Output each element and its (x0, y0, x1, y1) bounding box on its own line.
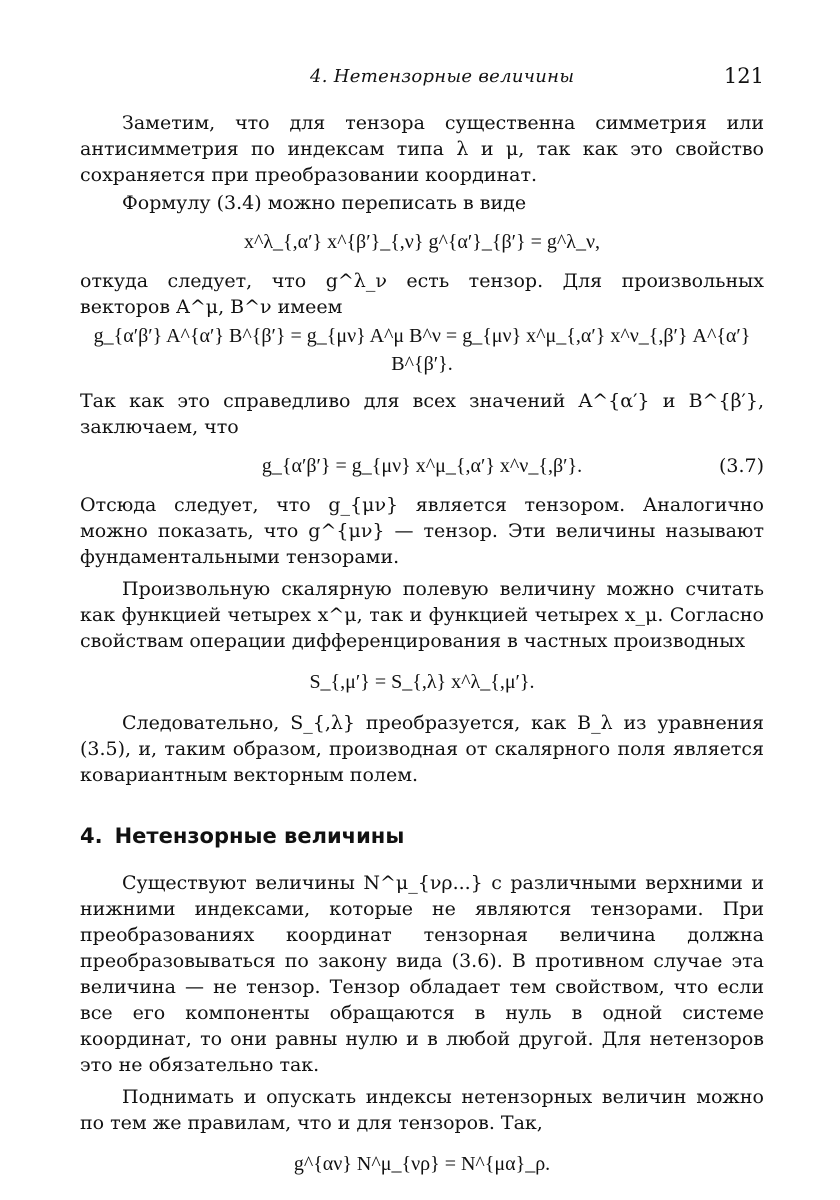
paragraph-raising-indices: Поднимать и опускать индексы нетензорных величин можно по тем же правилам, что и для тензоров. Так, (80, 1086, 764, 1134)
running-title: 4. Нетензорные величины (310, 66, 575, 87)
equation-number: (3.7) (718, 455, 764, 477)
paragraph-g-tensor: откуда следует, что g^λ_ν есть тензор. Для произвольных векторов A^μ, B^ν имеем (80, 270, 764, 318)
section-title: Нетензорные величины (114, 824, 405, 848)
equation-1: x^λ_{,α′} x^{β′}_{,ν} g^{α′}_{β′} = g^λ_ν, (243, 231, 601, 253)
paragraph-all-values: Так как это справедливо для всех значений A^{α′} и B^{β′}, заключаем, что (80, 390, 764, 438)
paragraph-fundamental-tensors: Отсюда следует, что g_{μν} является тензором. Аналогично можно показать, что g^{μν} — тензор. Эти величины называют фундаментальными тензорами. (80, 494, 764, 568)
section-heading (80, 824, 764, 848)
page (80, 60, 764, 1178)
paragraph-scalar-field: Произвольную скалярную полевую величину можно считать как функцией четырех x^μ, так и функцией четырех x_μ. Согласно свойствам операции дифференцирования в частных производных (80, 578, 764, 652)
running-header (80, 60, 764, 94)
section-number: 4. (80, 824, 103, 848)
paragraph-covariant: Следовательно, S_{,λ} преобразуется, как B_λ из уравнения (3.5), и, таким образом, производная от скалярного поля является ковариантным векторным полем. (80, 712, 764, 786)
paragraph-formula-intro: Формулу (3.4) можно переписать в виде (122, 192, 527, 214)
equation-3-7-body: g_{α′β′} = g_{μν} x^μ_{,α′} x^ν_{,β′}. (261, 455, 583, 477)
equation-3-7 (80, 452, 764, 480)
paragraph-symmetry: Заметим, что для тензора существенна симметрия или антисимметрия по индексам типа λ и μ, так как это свойство сохраняется при преобразовании координат. (80, 112, 764, 186)
equation-2: g_{α′β′} A^{α′} B^{β′} = g_{μν} A^μ B^ν = g_{μν} x^μ_{,α′} x^ν_{,β′} A^{α′} B^{β′}. (93, 325, 751, 375)
paragraph-nontensors: Существуют величины N^μ_{νρ...} с различными верхними и нижними индексами, которые не являются тензорами. При преобразованиях координат тензорная величина должна преобразовываться по закону вида (3.6). В противном случае эта величина — не тензор. Тензор обладает тем свойством, что если все его компоненты обращаются в нуль в одной системе координат, то они равны нулю и в любой другой. Для нетензоров это не обязательно так. (80, 872, 764, 1076)
equation-4: S_{,μ′} = S_{,λ} x^λ_{,μ′}. (309, 671, 535, 693)
page-number: 121 (723, 64, 764, 88)
equation-5: g^{αν} N^μ_{νρ} = N^{μα}_ρ. (293, 1153, 551, 1175)
